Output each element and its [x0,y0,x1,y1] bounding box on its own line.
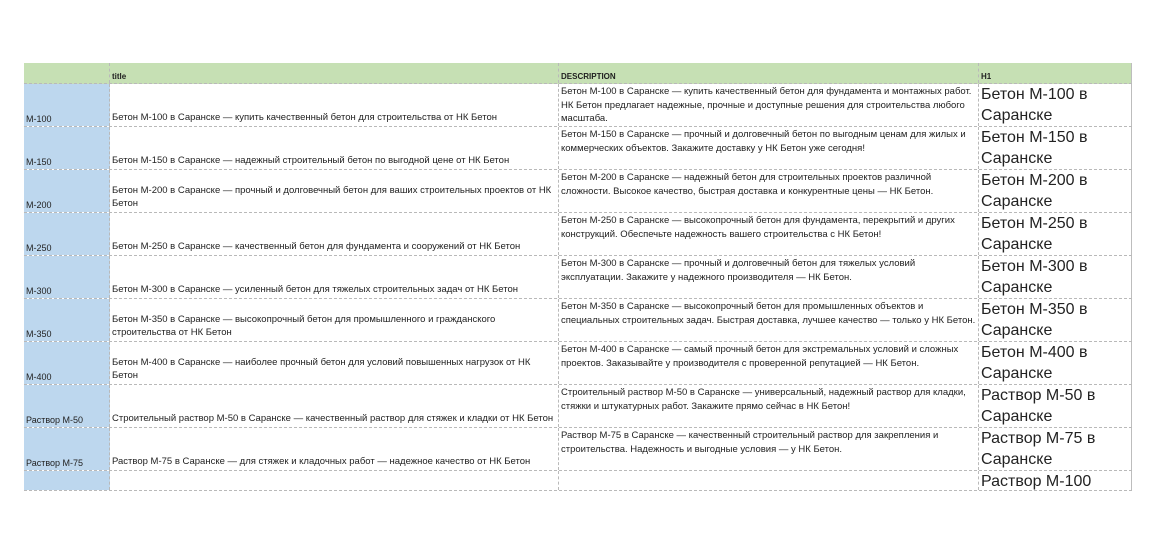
cell-key[interactable]: M-350 [24,299,110,341]
cell-h1[interactable]: Раствор М-75 в Саранске [979,428,1132,470]
cell-h1[interactable]: Раствор М-100 [979,471,1132,490]
cell-title-text: Бетон М-200 в Саранске — прочный и долговечный бетон для ваших строительных проектов от НК Бетон [112,185,552,209]
cell-description[interactable]: Бетон М-150 в Саранске — прочный и долговечный бетон по выгодным ценам для жилых и коммерческих объектов. Закажите доставку у НК Бетон уже сегодня! [559,127,979,169]
cell-title-text: Бетон М-350 в Саранске — высокопрочный бетон для промышленного и гражданского строительства от НК Бетон [112,314,496,338]
cell-title-text: Бетон М-300 в Саранске — усиленный бетон для тяжелых строительных задач от НК Бетон [112,283,519,295]
table-row-partial [24,471,1132,491]
table-row [24,428,1132,471]
cell-description[interactable]: Бетон М-300 в Саранске — прочный и долговечный бетон для тяжелых условий эксплуатации. Закажите у надежного производителя — НК Бетон. [559,256,979,298]
cell-title[interactable] [110,299,559,341]
cell-key[interactable]: M-200 [24,170,110,212]
cell-title[interactable] [110,428,559,470]
cell-description[interactable]: Строительный раствор М-50 в Саранске — универсальный, надежный раствор для кладки, стяжки и штукатурных работ. Закажите прямо сейчас в НК Бетон! [559,385,979,427]
cell-title[interactable] [110,170,559,212]
cell-title[interactable] [110,385,559,427]
header-cell-h1[interactable]: H1 [979,63,1132,83]
cell-description[interactable]: Бетон М-100 в Саранске — купить качественный бетон для фундамента и монтажных работ. НК Бетон предлагает надежные, прочные и доступные решения для строительства любого масштаба. [559,84,979,126]
table-row [24,256,1132,299]
cell-description[interactable] [559,471,979,490]
cell-key[interactable]: M-400 [24,342,110,384]
cell-title[interactable] [110,213,559,255]
cell-description[interactable]: Бетон М-400 в Саранске — самый прочный бетон для экстремальных условий и сложных проектов. Заказывайте у производителя с проверенной репутацией — НК Бетон. [559,342,979,384]
cell-key[interactable]: M-250 [24,213,110,255]
cell-key[interactable] [24,471,110,490]
cell-key[interactable]: M-300 [24,256,110,298]
table-row [24,299,1132,342]
table-row [24,127,1132,170]
cell-title[interactable] [110,256,559,298]
cell-title-text: Строительный раствор М-50 в Саранске — качественный раствор для стяжек и кладки от НК Бетон [112,412,554,424]
cell-key[interactable]: M-150 [24,127,110,169]
cell-h1[interactable]: Бетон М-150 в Саранске [979,127,1132,169]
table-row [24,342,1132,385]
cell-h1[interactable]: Бетон М-100 в Саранске [979,84,1132,126]
cell-title[interactable] [110,84,559,126]
cell-description[interactable]: Бетон М-250 в Саранске — высокопрочный бетон для фундамента, перекрытий и других конструкций. Обеспечьте надежность вашего строительства с НК Бетон! [559,213,979,255]
cell-title[interactable] [110,471,559,490]
cell-h1[interactable]: Раствор М-50 в Саранске [979,385,1132,427]
header-cell-a[interactable] [24,63,110,83]
cell-h1[interactable]: Бетон М-300 в Саранске [979,256,1132,298]
spreadsheet [24,63,1132,490]
cell-h1[interactable]: Бетон М-350 в Саранске [979,299,1132,341]
cell-title[interactable] [110,342,559,384]
table-row [24,385,1132,428]
cell-description[interactable]: Бетон М-350 в Саранске — высокопрочный бетон для промышленных объектов и специальных строительных задач. Быстрая доставка, лучшее качество — только у НК Бетон. [559,299,979,341]
cell-key[interactable]: M-100 [24,84,110,126]
cell-title-text: Бетон М-400 в Саранске — наиболее прочный бетон для условий повышенных нагрузок от НК Бетон [112,357,531,381]
cell-key[interactable]: Раствор М-50 [24,385,110,427]
header-cell-description[interactable]: DESCRIPTION [559,63,979,83]
cell-h1[interactable]: Бетон М-400 в Саранске [979,342,1132,384]
cell-h1[interactable]: Бетон М-250 в Саранске [979,213,1132,255]
cell-description[interactable]: Бетон М-200 в Саранске — надежный бетон для строительных проектов различной сложности. Высокое качество, быстрая доставка и конкурентные цены — НК Бетон. [559,170,979,212]
cell-title-text: Бетон М-250 в Саранске — качественный бетон для фундамента и сооружений от НК Бетон [112,240,521,252]
header-row [24,63,1132,84]
table-row [24,213,1132,256]
cell-title[interactable] [110,127,559,169]
cell-h1[interactable]: Бетон М-200 в Саранске [979,170,1132,212]
table-row [24,170,1132,213]
header-cell-title[interactable]: title [110,63,559,83]
cell-key[interactable]: Раствор М-75 [24,428,110,470]
table-row [24,84,1132,127]
cell-title-text: Бетон М-100 в Саранске — купить качественный бетон для строительства от НК Бетон [112,111,497,123]
cell-description[interactable]: Раствор М-75 в Саранске — качественный строительный раствор для закрепления и строительства. Надежность и выгодные условия — у НК Бетон. [559,428,979,470]
cell-title-text: Бетон М-150 в Саранске — надежный строительный бетон по выгодной цене от НК Бетон [112,154,510,166]
cell-title-text: Раствор М-75 в Саранске — для стяжек и кладочных работ — надежное качество от НК Бетон [112,455,531,467]
